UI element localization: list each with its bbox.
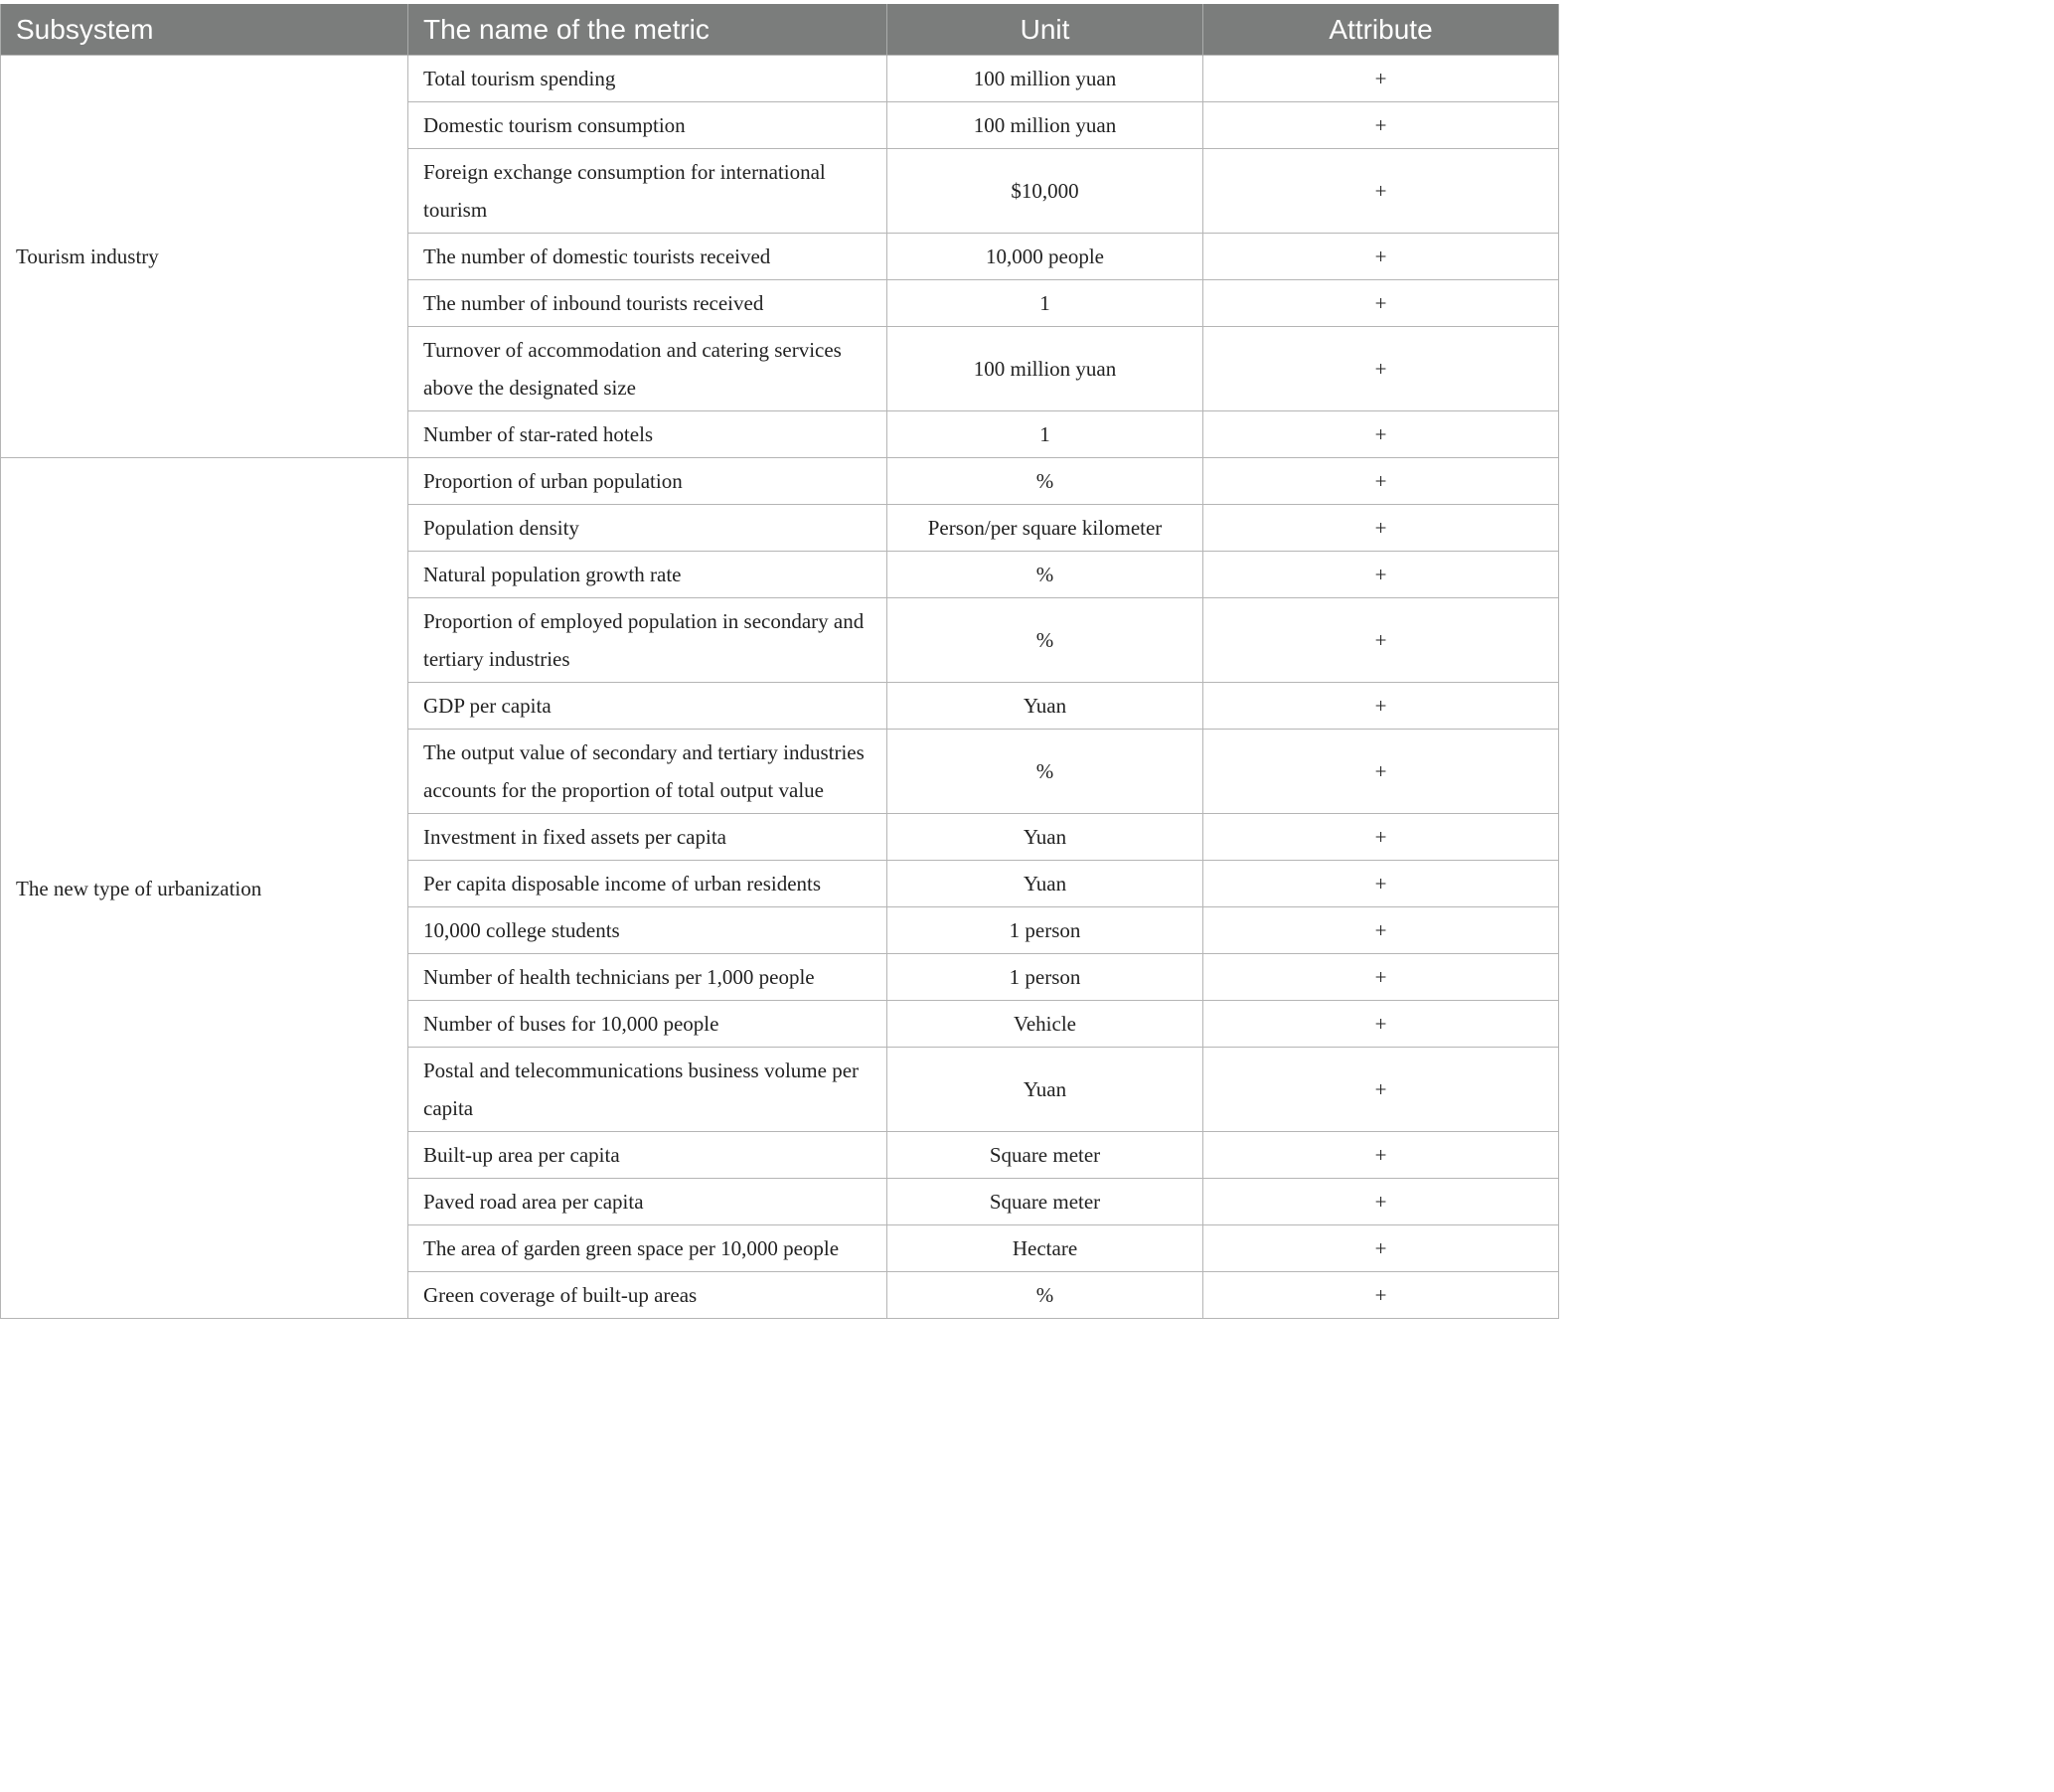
attribute-cell: + — [1203, 814, 1559, 861]
attribute-cell: + — [1203, 552, 1559, 598]
attribute-cell: + — [1203, 234, 1559, 280]
attribute-cell: + — [1203, 683, 1559, 730]
attribute-cell: + — [1203, 1001, 1559, 1048]
metric-name-cell: Total tourism spending — [408, 56, 887, 102]
unit-cell: % — [887, 552, 1203, 598]
unit-cell: % — [887, 458, 1203, 505]
metric-table — [0, 4, 1559, 1319]
metric-name-cell: Investment in fixed assets per capita — [408, 814, 887, 861]
header-row — [1, 4, 1559, 56]
unit-cell: $10,000 — [887, 149, 1203, 234]
unit-cell: 100 million yuan — [887, 56, 1203, 102]
unit-cell: Vehicle — [887, 1001, 1203, 1048]
metric-name-cell: Paved road area per capita — [408, 1179, 887, 1225]
unit-cell: Square meter — [887, 1132, 1203, 1179]
unit-cell: 10,000 people — [887, 234, 1203, 280]
unit-cell: Yuan — [887, 1048, 1203, 1132]
metric-name-cell: GDP per capita — [408, 683, 887, 730]
metric-name-cell: Number of health technicians per 1,000 people — [408, 954, 887, 1001]
subsystem-cell: The new type of urbanization — [1, 458, 408, 1319]
table-row — [1, 458, 1559, 505]
attribute-cell: + — [1203, 1225, 1559, 1272]
attribute-cell: + — [1203, 149, 1559, 234]
metric-name-cell: 10,000 college students — [408, 907, 887, 954]
header-attribute: Attribute — [1203, 4, 1559, 56]
attribute-cell: + — [1203, 102, 1559, 149]
metric-name-cell: Postal and telecommunications business volume per capita — [408, 1048, 887, 1132]
subsystem-cell: Tourism industry — [1, 56, 408, 458]
attribute-cell: + — [1203, 1132, 1559, 1179]
unit-cell: % — [887, 598, 1203, 683]
unit-cell: 1 person — [887, 907, 1203, 954]
attribute-cell: + — [1203, 280, 1559, 327]
unit-cell: Yuan — [887, 814, 1203, 861]
metric-name-cell: Number of star-rated hotels — [408, 411, 887, 458]
attribute-cell: + — [1203, 505, 1559, 552]
unit-cell: Hectare — [887, 1225, 1203, 1272]
table-row — [1, 56, 1559, 102]
header-metric-name: The name of the metric — [408, 4, 887, 56]
header-subsystem: Subsystem — [1, 4, 408, 56]
unit-cell: % — [887, 1272, 1203, 1319]
metric-name-cell: Turnover of accommodation and catering services above the designated size — [408, 327, 887, 411]
attribute-cell: + — [1203, 411, 1559, 458]
metric-name-cell: Domestic tourism consumption — [408, 102, 887, 149]
unit-cell: Square meter — [887, 1179, 1203, 1225]
table-header — [1, 4, 1559, 56]
table-body — [1, 56, 1559, 1319]
attribute-cell: + — [1203, 327, 1559, 411]
attribute-cell: + — [1203, 1048, 1559, 1132]
metric-name-cell: The area of garden green space per 10,000 people — [408, 1225, 887, 1272]
attribute-cell: + — [1203, 1179, 1559, 1225]
metric-name-cell: Proportion of employed population in secondary and tertiary industries — [408, 598, 887, 683]
attribute-cell: + — [1203, 458, 1559, 505]
attribute-cell: + — [1203, 907, 1559, 954]
metric-name-cell: Built-up area per capita — [408, 1132, 887, 1179]
unit-cell: 1 — [887, 280, 1203, 327]
metric-name-cell: Green coverage of built-up areas — [408, 1272, 887, 1319]
attribute-cell: + — [1203, 1272, 1559, 1319]
unit-cell: 100 million yuan — [887, 102, 1203, 149]
unit-cell: 1 person — [887, 954, 1203, 1001]
unit-cell: 1 — [887, 411, 1203, 458]
metric-name-cell: Per capita disposable income of urban residents — [408, 861, 887, 907]
metric-name-cell: Foreign exchange consumption for international tourism — [408, 149, 887, 234]
unit-cell: % — [887, 730, 1203, 814]
metric-name-cell: The number of domestic tourists received — [408, 234, 887, 280]
metric-name-cell: The output value of secondary and tertiary industries accounts for the proportion of total output value — [408, 730, 887, 814]
unit-cell: Yuan — [887, 861, 1203, 907]
metric-name-cell: Proportion of urban population — [408, 458, 887, 505]
unit-cell: Person/per square kilometer — [887, 505, 1203, 552]
unit-cell: Yuan — [887, 683, 1203, 730]
metric-name-cell: Population density — [408, 505, 887, 552]
unit-cell: 100 million yuan — [887, 327, 1203, 411]
attribute-cell: + — [1203, 730, 1559, 814]
header-unit: Unit — [887, 4, 1203, 56]
metric-name-cell: Natural population growth rate — [408, 552, 887, 598]
attribute-cell: + — [1203, 954, 1559, 1001]
metric-name-cell: Number of buses for 10,000 people — [408, 1001, 887, 1048]
attribute-cell: + — [1203, 598, 1559, 683]
metric-name-cell: The number of inbound tourists received — [408, 280, 887, 327]
attribute-cell: + — [1203, 56, 1559, 102]
attribute-cell: + — [1203, 861, 1559, 907]
